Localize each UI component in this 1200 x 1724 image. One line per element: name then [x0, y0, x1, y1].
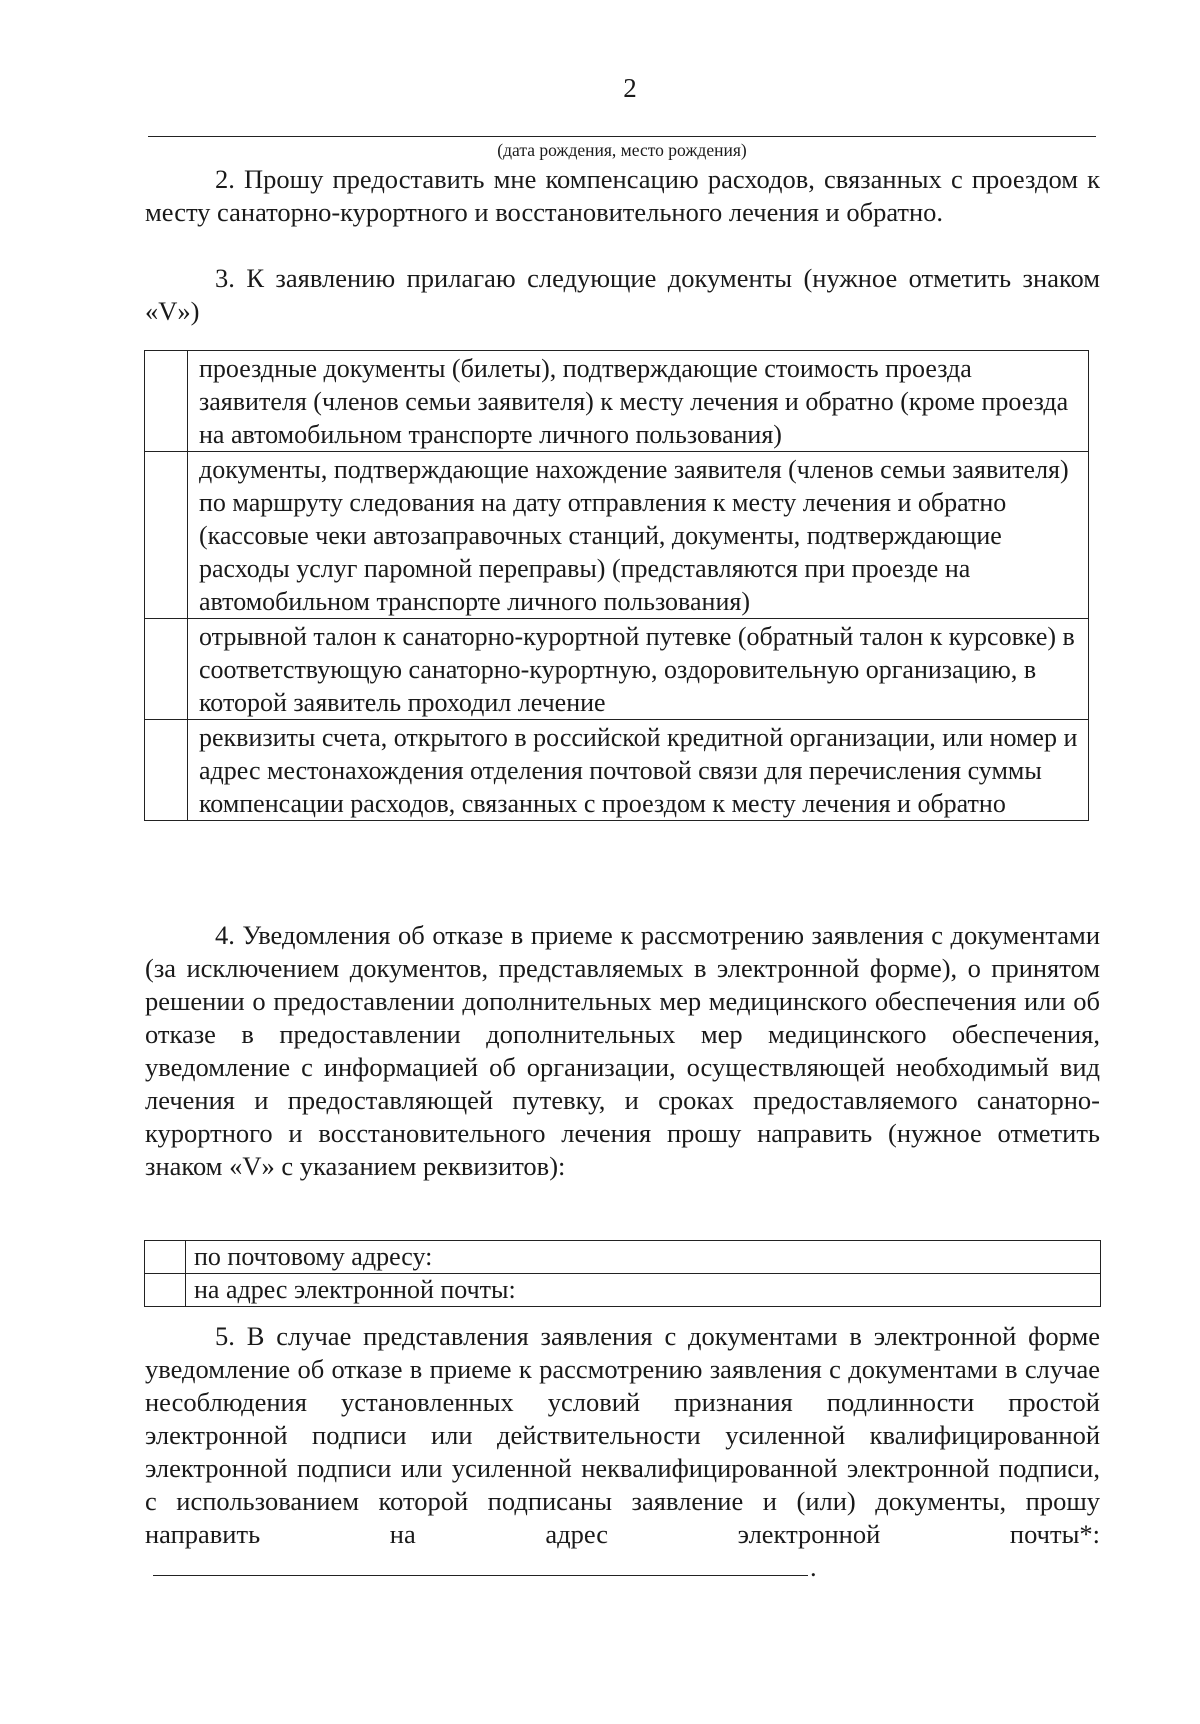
table-row: [145, 351, 1089, 452]
table-cell-text: реквизиты счета, открытого в российской кредитной организации, или номер и адрес местонахождения отделения почтовой связи для перечисления суммы компенсации расходов, связанных с проездом к месту лечения и обратно: [188, 720, 1089, 821]
table-cell-text: отрывной талон к санаторно-курортной путевке (обратный талон к курсовке) в соответствующую санаторно-курортную, оздоровительную организацию, в которой заявитель проходил лечение: [188, 619, 1089, 720]
paragraph-2-text: 2. Прошу предоставить мне компенсацию расходов, связанных с проездом к месту санаторно-курортного и восстановительного лечения и обратно.: [145, 164, 1100, 227]
checkbox-cell[interactable]: [145, 1241, 186, 1274]
table-row: [145, 720, 1089, 821]
paragraph-4: [145, 919, 1100, 1183]
delivery-method-table: [144, 1240, 1101, 1307]
paragraph-3-text: 3. К заявлению прилагаю следующие документы (нужное отметить знаком «V»): [145, 263, 1100, 326]
table-row: [145, 1274, 1101, 1307]
paragraph-5-end: .: [810, 1552, 817, 1582]
table-cell-text: на адрес электронной почты:: [186, 1274, 1101, 1307]
checkbox-cell[interactable]: [145, 720, 188, 821]
email-input-line[interactable]: [153, 1551, 808, 1576]
paragraph-4-text: 4. Уведомления об отказе в приеме к рассмотрению заявления с документами (за исключением документов, представляемых в электронной форме), о принятом решении о предоставлении дополнительных мер медицинского обеспечения или об отказе в предоставлении дополнительных мер медицинского обеспечения, уведомление с информацией об организации, осуществляющей необходимый вид лечения и предоставляющей путевку, и сроках предоставляемого санаторно-курортного и восстановительного лечения прошу направить (нужное отметить знаком «V» с указанием реквизитов):: [145, 920, 1100, 1181]
paragraph-2: [145, 163, 1100, 229]
table-row: [145, 1241, 1101, 1274]
checkbox-cell[interactable]: [145, 1274, 186, 1307]
checkbox-cell[interactable]: [145, 452, 188, 619]
table-cell-text: по почтовому адресу:: [186, 1241, 1101, 1274]
table-cell-text: проездные документы (билеты), подтверждающие стоимость проезда заявителя (членов семьи заявителя) к месту лечения и обратно (кроме проезда на автомобильном транспорте личного пользования): [188, 351, 1089, 452]
checkbox-cell[interactable]: [145, 351, 188, 452]
paragraph-3: [145, 262, 1100, 328]
checkbox-cell[interactable]: [145, 619, 188, 720]
birth-info-line: [148, 136, 1096, 137]
birth-info-caption: (дата рождения, место рождения): [497, 140, 747, 160]
table-row: [145, 619, 1089, 720]
table-row: [145, 452, 1089, 619]
paragraph-5-text: 5. В случае представления заявления с документами в электронной форме уведомление об отказе в приеме к рассмотрению заявления с документами в случае несоблюдения установленных условий признания подлинности простой электронной подписи или действительности усиленной квалифицированной электронной подписи или усиленной неквалифицированной электронной подписи, с использованием которой подписаны заявление и (или) документы, прошу направить на адрес электронной почты*:: [145, 1321, 1100, 1549]
table-cell-text: документы, подтверждающие нахождение заявителя (членов семьи заявителя) по маршруту следования на дату отправления к месту лечения и обратно (кассовые чеки автозаправочных станций, документы, подтверждающие расходы услуг паромной переправы) (представляются при проезде на автомобильном транспорте личного пользования): [188, 452, 1089, 619]
paragraph-5: [145, 1320, 1100, 1584]
attached-documents-table: [144, 350, 1089, 821]
page-number: 2: [623, 73, 637, 103]
